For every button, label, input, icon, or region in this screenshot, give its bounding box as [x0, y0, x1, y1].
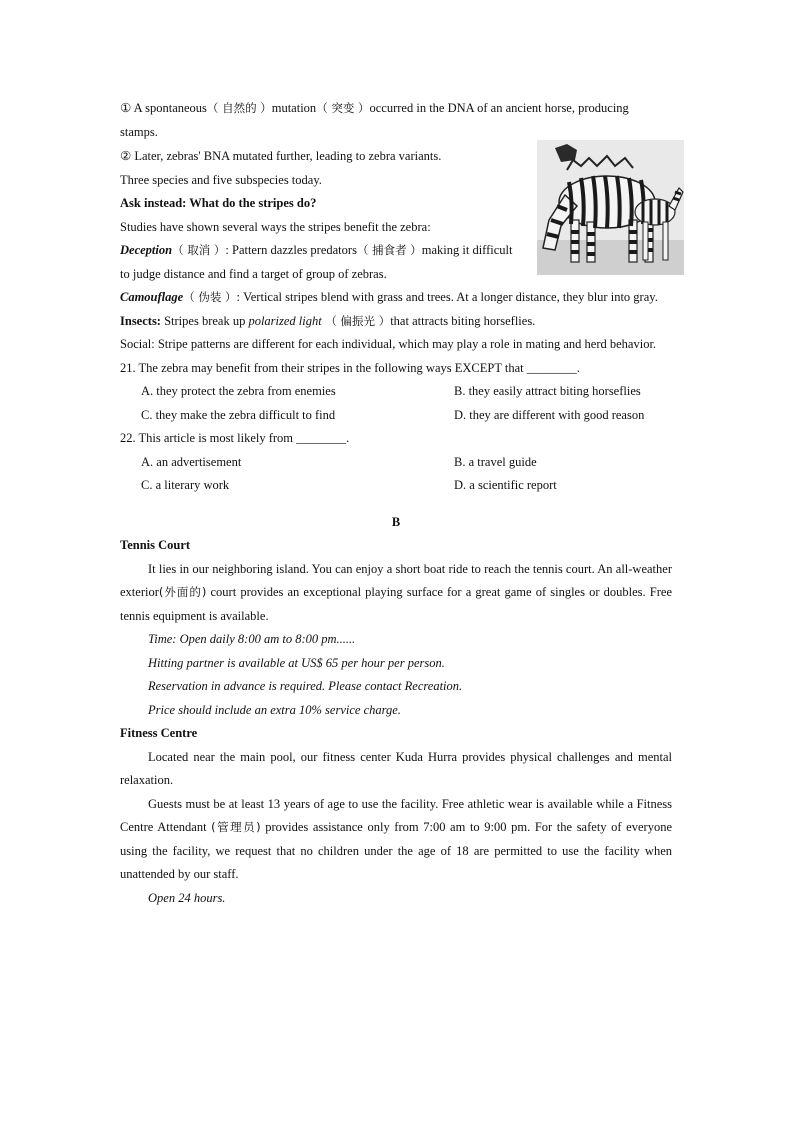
tennis-reservation: Reservation in advance is required. Please contact Recreation.: [148, 679, 463, 693]
page-content: [120, 96, 672, 910]
deception-line: Deception（ 取消 ）: Pattern dazzles predators（ 捕食者 ）making it difficult: [120, 243, 513, 257]
insects-line: Insects: Stripes break up polarized light （ 偏振光 ）that attracts biting horseflies.: [120, 313, 536, 328]
q22-options-row-2: [120, 474, 672, 498]
deception-cont: to judge distance and find a target of group of zebras.: [120, 266, 387, 281]
fitness-paragraph-2: Guests must be at least 13 years of age to use the facility. Free athletic wear is available while a Fitness Centre Attendant (管理员) provides assistance only from 7:00 am to 9:00 pm. For the safety of everyone using the facility, we request that no children under the age of 18 are permitted to use the facility when unattended by our staff.: [120, 796, 672, 881]
fitness-heading: Fitness Centre: [120, 726, 198, 740]
q21-option-d[interactable]: D. they are different with good reason: [454, 407, 645, 422]
q22-option-a[interactable]: A. an advertisement: [141, 454, 242, 469]
tennis-paragraph: It lies in our neighboring island. You can enjoy a short boat ride to reach the tennis court. An all-weather exterior(外面的) court provides an exceptional playing surface for a great game of singles or doubles. Free tennis equipment is available.: [120, 561, 672, 623]
fact-3: Three species and five subspecies today.: [120, 172, 322, 187]
question-22: 22. This article is most likely from ________.: [120, 431, 350, 445]
fact-1: ① A spontaneous（ 自然的 ）mutation（ 突变 ）occurred in the DNA of an ancient horse, producing: [120, 100, 629, 115]
social-line: Social: Stripe patterns are different for each individual, which may play a role in mating and herd behavior.: [120, 337, 657, 351]
fitness-paragraph-1: Located near the main pool, our fitness center Kuda Hurra provides physical challenges and mental relaxation.: [120, 749, 672, 787]
tennis-partner: Hitting partner is available at US$ 65 per hour per person.: [148, 655, 445, 670]
question-21: 21. The zebra may benefit from their stripes in the following ways EXCEPT that ________.: [120, 360, 580, 375]
fact-1-end: stamps.: [120, 124, 158, 139]
fact-2: ② Later, zebras' BNA mutated further, leading to zebra variants.: [120, 148, 442, 163]
studies-line: Studies have shown several ways the stripes benefit the zebra:: [120, 219, 431, 234]
fitness-hours: Open 24 hours.: [148, 890, 226, 905]
camouflage-line: Camouflage（ 伪装 ）: Vertical stripes blend with grass and trees. At a longer distance, they blur into gray.: [120, 290, 658, 304]
tennis-price: Price should include an extra 10% service charge.: [148, 702, 401, 717]
q21-options-row-2: [120, 404, 672, 428]
ask-heading: Ask instead: What do the stripes do?: [120, 196, 317, 210]
q22-options-row-1: [120, 451, 672, 475]
q22-option-b[interactable]: B. a travel guide: [454, 454, 537, 469]
q21-option-b[interactable]: B. they easily attract biting horseflies: [454, 384, 641, 398]
q21-option-a[interactable]: A. they protect the zebra from enemies: [141, 384, 336, 398]
tennis-heading: Tennis Court: [120, 538, 191, 552]
section-b-label: B: [391, 514, 401, 529]
tennis-time: Time: Open daily 8:00 am to 8:00 pm......: [148, 632, 356, 646]
q22-option-d[interactable]: D. a scientific report: [454, 478, 557, 492]
q21-options-row-1: [120, 380, 672, 404]
q22-option-c[interactable]: C. a literary work: [141, 478, 230, 492]
q21-option-c[interactable]: C. they make the zebra difficult to find: [141, 407, 336, 422]
